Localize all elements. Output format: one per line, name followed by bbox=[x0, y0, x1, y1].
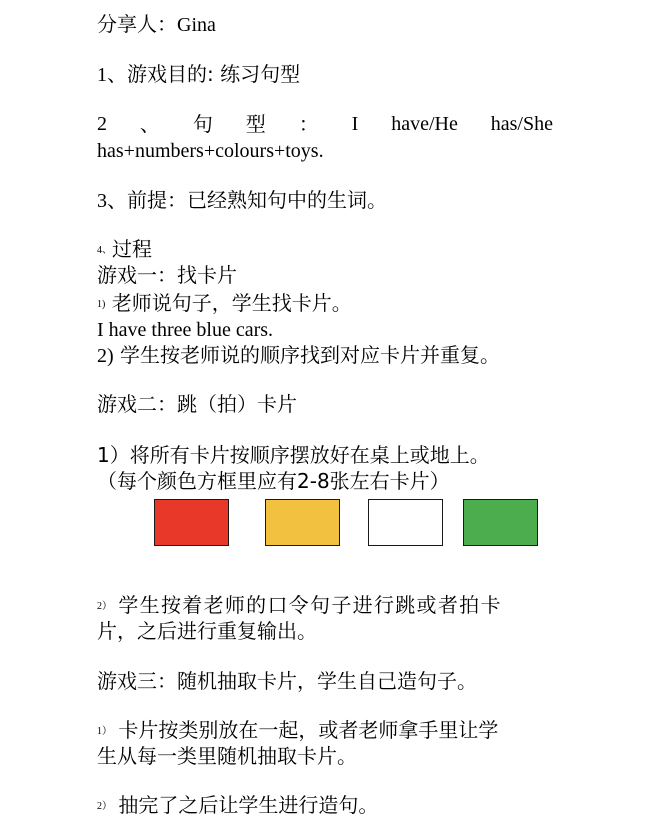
game3-step2-number: 2） bbox=[97, 801, 112, 812]
sharer-label: 分享人： bbox=[97, 12, 177, 36]
pattern-token: ： bbox=[298, 112, 319, 136]
premise-line bbox=[97, 188, 387, 213]
color-swatch-row bbox=[154, 499, 538, 546]
game2-step2-line2: 片，之后进行重复输出。 bbox=[97, 619, 317, 643]
game3-step2 bbox=[97, 793, 378, 817]
goal-number: 1、 bbox=[97, 64, 127, 86]
game3-step1-text: 卡片按类别放在一起，或者老师拿手里让学 bbox=[118, 718, 499, 742]
sharer-name: Gina bbox=[177, 14, 216, 36]
game2-step2-text: 学生按着老师的口令句子进行跳或者拍卡 bbox=[118, 593, 502, 617]
game2-step2-line1 bbox=[97, 593, 502, 617]
game2-title: 游戏二：跳（拍）卡片 bbox=[97, 392, 297, 416]
goal-text: 游戏目的: 练习句型 bbox=[127, 62, 301, 86]
color-swatch-white bbox=[368, 499, 443, 546]
game1-example: I have three blue cars. bbox=[97, 319, 274, 341]
pattern-token: 句 bbox=[192, 112, 213, 136]
game1-step1-number: 1) bbox=[97, 299, 106, 310]
premise-number: 3、 bbox=[97, 190, 127, 212]
game3-step2-text: 抽完了之后让学生进行造句。 bbox=[118, 793, 379, 817]
goal-line bbox=[97, 62, 300, 87]
pattern-token: has/She bbox=[490, 113, 553, 135]
game1-title: 游戏一：找卡片 bbox=[97, 263, 237, 287]
game1-step1-text: 老师说句子，学生找卡片。 bbox=[111, 291, 352, 315]
game1-step2 bbox=[97, 343, 500, 368]
game2-step2-number: 2） bbox=[97, 601, 112, 612]
game3-step1-line2: 生从每一类里随机抽取卡片。 bbox=[97, 744, 357, 768]
pattern-token: have/He bbox=[391, 113, 458, 135]
pattern-token: 、 bbox=[139, 112, 160, 136]
color-swatch-yellow bbox=[265, 499, 340, 546]
pattern-line-2: has+numbers+colours+toys. bbox=[97, 140, 324, 162]
color-swatch-green bbox=[463, 499, 538, 546]
game2-step1-line1: 1）将所有卡片按顺序摆放好在桌上或地上。 bbox=[97, 443, 490, 467]
game1-step2-text: 学生按老师说的顺序找到对应卡片并重复。 bbox=[120, 343, 501, 367]
pattern-token: I bbox=[351, 113, 359, 135]
pattern-line-1 bbox=[97, 112, 553, 136]
game3-step1-number: 1） bbox=[97, 726, 112, 737]
pattern-token: 型 bbox=[245, 112, 266, 136]
sharer-line bbox=[97, 12, 216, 37]
pattern-token: 2 bbox=[97, 113, 107, 135]
premise-text: 前提：已经熟知句中的生词。 bbox=[127, 188, 387, 212]
process-text: 过程 bbox=[112, 237, 152, 261]
process-number: 4、 bbox=[97, 245, 112, 256]
game1-step1 bbox=[97, 291, 352, 315]
game3-title: 游戏三：随机抽取卡片，学生自己造句子。 bbox=[97, 669, 477, 693]
process-line bbox=[97, 237, 152, 261]
color-swatch-red bbox=[154, 499, 229, 546]
game2-step1-line2: （每个颜色方框里应有2-8张左右卡片） bbox=[97, 469, 450, 493]
game3-step1-line1 bbox=[97, 718, 498, 742]
game1-step2-number: 2) bbox=[97, 345, 114, 367]
